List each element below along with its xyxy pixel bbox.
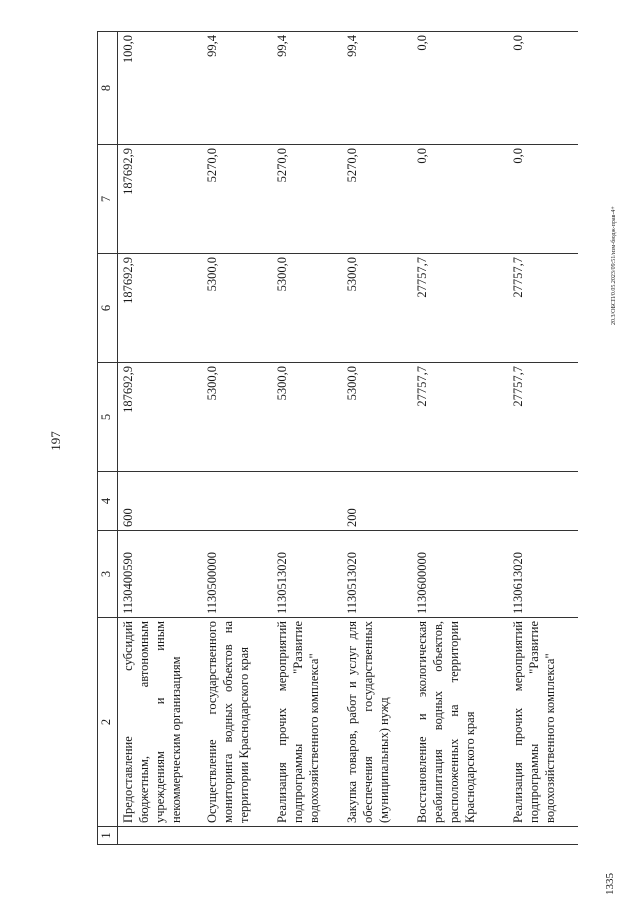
value-cell: 0,0 bbox=[412, 145, 508, 254]
percent-cell: 0,0 bbox=[508, 32, 578, 145]
code-cell: 1130613020 bbox=[508, 531, 578, 618]
description-cell: Восстановление и экологическая реабилитация водных объектов, расположенных на территории Краснодарского края bbox=[412, 618, 508, 827]
row-index-cell bbox=[412, 827, 508, 845]
table-row bbox=[202, 32, 272, 845]
value-cell: 27757,7 bbox=[508, 363, 578, 472]
budget-table bbox=[97, 31, 578, 845]
header-cell: 8 bbox=[98, 32, 118, 145]
table-row bbox=[342, 32, 412, 845]
type-cell bbox=[272, 472, 342, 531]
description-cell: Предоставление субсидий бюджетным, автономным учреждениям и иным некоммерческим организациям bbox=[118, 618, 202, 827]
row-index-cell bbox=[342, 827, 412, 845]
value-cell: 27757,7 bbox=[412, 363, 508, 472]
code-cell: 1130400590 bbox=[118, 531, 202, 618]
value-cell: 5270,0 bbox=[202, 145, 272, 254]
percent-cell: 100,0 bbox=[118, 32, 202, 145]
percent-cell: 99,4 bbox=[272, 32, 342, 145]
percent-cell: 99,4 bbox=[202, 32, 272, 145]
code-cell: 1130513020 bbox=[342, 531, 412, 618]
value-cell: 5270,0 bbox=[342, 145, 412, 254]
description-cell: Реализация прочих мероприятий подпрограммы "Развитие водохозяйственного комплекса" bbox=[272, 618, 342, 827]
table-header-row bbox=[98, 32, 118, 845]
row-index-cell bbox=[272, 827, 342, 845]
table-row bbox=[412, 32, 508, 845]
page-number: 197 bbox=[48, 431, 63, 451]
value-cell: 5300,0 bbox=[272, 254, 342, 363]
code-cell: 1130500000 bbox=[202, 531, 272, 618]
header-cell: 3 bbox=[98, 531, 118, 618]
code-cell: 1130600000 bbox=[412, 531, 508, 618]
side-number: 1335 bbox=[604, 873, 616, 895]
value-cell: 27757,7 bbox=[508, 254, 578, 363]
description-cell: Реализация прочих мероприятий подпрограммы "Развитие водохозяйственного комплекса" bbox=[508, 618, 578, 827]
value-cell: 187692,9 bbox=[118, 363, 202, 472]
value-cell: 5300,0 bbox=[202, 254, 272, 363]
value-cell: 5270,0 bbox=[272, 145, 342, 254]
percent-cell: 99,4 bbox=[342, 32, 412, 145]
type-cell bbox=[508, 472, 578, 531]
row-index-cell bbox=[118, 827, 202, 845]
code-cell: 1130513020 bbox=[272, 531, 342, 618]
type-cell: 600 bbox=[118, 472, 202, 531]
type-cell bbox=[202, 472, 272, 531]
percent-cell: 0,0 bbox=[412, 32, 508, 145]
value-cell: 5300,0 bbox=[342, 363, 412, 472]
value-cell: 27757,7 bbox=[412, 254, 508, 363]
header-cell: 7 bbox=[98, 145, 118, 254]
rotated-table-container bbox=[97, 32, 597, 845]
side-note: 20.3/ОБСП/0.05.2023/09:51/изм-бюдж-прав-4+ bbox=[611, 206, 617, 325]
description-cell: Закупка товаров, работ и услуг для обеспечения государственных (муниципальных) нужд bbox=[342, 618, 412, 827]
row-index-cell bbox=[202, 827, 272, 845]
table-row bbox=[272, 32, 342, 845]
value-cell: 187692,9 bbox=[118, 145, 202, 254]
header-cell: 2 bbox=[98, 618, 118, 827]
type-cell: 200 bbox=[342, 472, 412, 531]
value-cell: 5300,0 bbox=[342, 254, 412, 363]
header-cell: 6 bbox=[98, 254, 118, 363]
header-cell: 1 bbox=[98, 827, 118, 845]
header-cell: 5 bbox=[98, 363, 118, 472]
value-cell: 5300,0 bbox=[202, 363, 272, 472]
row-index-cell bbox=[508, 827, 578, 845]
value-cell: 187692,9 bbox=[118, 254, 202, 363]
value-cell: 0,0 bbox=[508, 145, 578, 254]
header-cell: 4 bbox=[98, 472, 118, 531]
table-row bbox=[508, 32, 578, 845]
table-row bbox=[118, 32, 202, 845]
type-cell bbox=[412, 472, 508, 531]
description-cell: Осуществление государственного мониторинга водных объектов на территории Краснодарского края bbox=[202, 618, 272, 827]
value-cell: 5300,0 bbox=[272, 363, 342, 472]
